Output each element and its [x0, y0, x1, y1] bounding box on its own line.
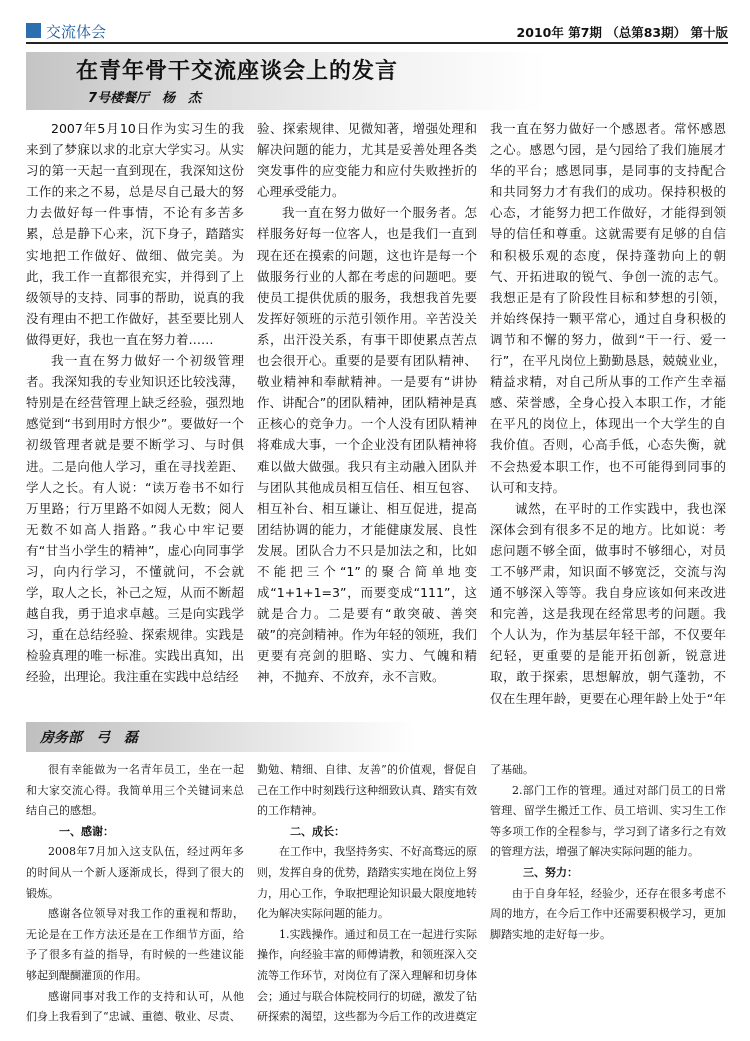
paragraph: 1.实践操作。通过和员工在一起进行实际操作，向经验丰富的师傅请教，和领班深入交流等工作环节，对岗位有了深入理解和切身体会；通过与联合体院校同行的切磋，激发了钻研探索的渴望，这些都为今后工作的改进奠定 [257, 927, 477, 1024]
article1-column-3 [490, 118, 726, 706]
paragraph: 我一直在努力做好一个感恩者。常怀感恩之心。感恩勺园，是勺园给了我们施展才华的平台；感恩同事，是同事的支持配合和共同努力才有我们的成功。保持积极的心态，才能努力把工作做好，才能得到领导的信任和尊重。这就需要有足够的自信和积极乐观的态度，保持蓬勃向上的朝气、开拓进取的锐气、争创一流的志气。我想正是有了阶段性目标和梦想的引领，并始终保持一颗平常心，通过自身积极的调节和不懈的努力，做到“干一行、爱一行”，在平凡岗位上勤勤恳恳，兢兢业业，精益求精，对自己所从事的工作产生幸福感、荣誉感，全身心投入本职工作，才能在平凡的岗位上，体现出一个大学生的自我价值。否则，心高手低，心态失衡，就不会热爱本职工作，也不可能得到同事的认可和支持。 [490, 121, 726, 495]
paragraph: 在工作中，我坚持务实、不好高骛远的原则，发挥自身的优势，踏踏实实地在岗位上努力，用心工作，争取把理论知识最大限度地转化为解决实际问题的能力。 [257, 845, 477, 921]
article1-column-2 [257, 118, 477, 706]
paragraph: 2007年5月10日作为实习生的我来到了梦寐以求的北京大学实习。从实习的第一天起一直到现在，我深知这份工作的来之不易，总是尽自己最大的努力去做好每一件事情，不论有多苦多累，总是静下心来，沉下身子，踏踏实实地把工作做好、做细、做完美。为此，我工作一直都很充实，并得到了上级领导的支持、同事的帮助，说真的我没有理由不把工作做好，甚至要比别人做得更好，我也一直在努力着…… [26, 121, 244, 347]
paragraph: 我一直在努力做好一个初级管理者。我深知我的专业知识还比较浅薄，特别是在经营管理上缺乏经验，强烈地感觉到“书到用时方恨少”。要做好一个初级管理者就是要不断学习、与时俱进。二是向他人学习，重在寻找差距、学人之长。有人说：“读万卷书不如行万里路；行万里路不如阅人无数；阅人无数不如高人指路。”我心中牢记要有“甘当小学生的精神”，虚心向同事学习，向内行学习，不懂就问，不会就学，取人之长，补己之短，从而不断超越自我，勇于追求卓越。三是向实践学习，重在总结经验、探索规律。实践是检验真理的唯一标准。实践出真知，出经验，出理论。我注重在实践中总结经 [26, 353, 244, 685]
article2-author: 房务部 弓 磊 [40, 730, 138, 746]
section-title: 交流体会 [46, 23, 107, 41]
section-heading: 一、感谢： [59, 824, 114, 838]
article2-column-3 [490, 760, 726, 1028]
paragraph: 我一直在努力做好一个服务者。怎样服务好每一位客人，也是我们一直到现在还在摸索的问题，这也许是每一个做服务行业的人都在考虑的问题吧。要使员工提供优质的服务，我想我首先要发挥好领班的示范引领作用。辛苦没关系，出汗没关系，有事干即使累点苦点也会很开心。重要的是要有团队精神、敬业精神和奉献精神。一是要有“讲协作、讲配合”的团队精神，团队精神是真正核心的竞争力。一个人没有团队精神将难成大事，一个企业没有团队精神将难以做大做强。我只有主动融入团队并与团队其他成员相互信任、相互包容、相互补台、相互谦让、相互促进，提高团结协调的能力，才能健康发展、良性发展。团队合力不只是加法之和，比如不能把三个“1”的聚合简单地变成“1+1+1=3”，而要变成“111”，这就是合力。二是要有“敢突破、善突破”的亮剑精神。作为年轻的领班，我们更要有亮剑的胆略、实力、气魄和精神，不抛弃、不放弃，永不言败。 [257, 205, 477, 685]
article2-column-2 [257, 760, 477, 1028]
paragraph: 2008年7月加入这支队伍，经过两年多的时间从一个新人逐渐成长，得到了很大的锻炼。 [26, 845, 244, 900]
paragraph: 诚然，在平时的工作实践中，我也深深体会到有很多不足的地方。比如说：考虑问题不够全面，做事时不够细心，对员工不够严肃，知识面不够宽泛，交流与沟通不够深入等等。我自身应该如何来改进和完善，这是我现在经常思考的问题。我个人认为，作为基层年轻干部，不仅要年纪轻，更重要的是能开拓创新，锐意进取，敢于探索，思想解放，朝气蓬勃，不仅在生理年龄，更要在心理年龄上处于“年 [490, 500, 726, 706]
section-heading: 二、成长： [290, 824, 345, 838]
article-title: 在青年骨干交流座谈会上的发言 [76, 58, 399, 84]
paragraph: 很有幸能做为一名青年员工，坐在一起和大家交流心得。我简单用三个关键词来总结自己的感想。 [26, 763, 244, 818]
paragraph: 感谢各位领导对我工作的重视和帮助，无论是在工作方法还是在工作细节方面，给予了很多有益的指导，有时候的一些建议能够起到醍醐灌顶的作用。 [26, 907, 244, 982]
section-heading: 三、努力： [523, 865, 578, 879]
paragraph: 由于自身年轻，经验少，还存在很多考虑不周的地方，在今后工作中还需要积极学习，更加脚踏实地的走好每一步。 [490, 886, 726, 941]
article1-column-1 [26, 118, 244, 706]
paragraph: 感谢同事对我工作的支持和认可，从他们身上我看到了“忠诚、重德、敬业、尽责、 [26, 989, 244, 1024]
paragraph: 2.部门工作的管理。通过对部门员工的日常管理、留学生搬迁工作、员工培训、实习生工作等多项工作的全程参与，学习到了诸多行之有效的管理方法，增强了解决实际问题的能力。 [490, 783, 726, 859]
paragraph: 了基础。 [490, 763, 534, 776]
paragraph: 勤勉、精细、自律、友善”的价值观，督促自己在工作中时刻践行这种细致认真、踏实有效的工作精神。 [257, 763, 477, 818]
section-marker [26, 23, 41, 38]
article-author: 7号楼餐厅 杨 杰 [88, 91, 202, 106]
issue-info: 2010年 第7期 （总第83期） 第十版 [516, 25, 728, 40]
article2-column-1 [26, 760, 244, 1028]
paragraph: 验、探索规律、见微知著，增强处理和解决问题的能力，尤其是妥善处理各类突发事件的应变能力和应付失败挫折的心理承受能力。 [257, 121, 477, 200]
page-header [26, 20, 728, 44]
